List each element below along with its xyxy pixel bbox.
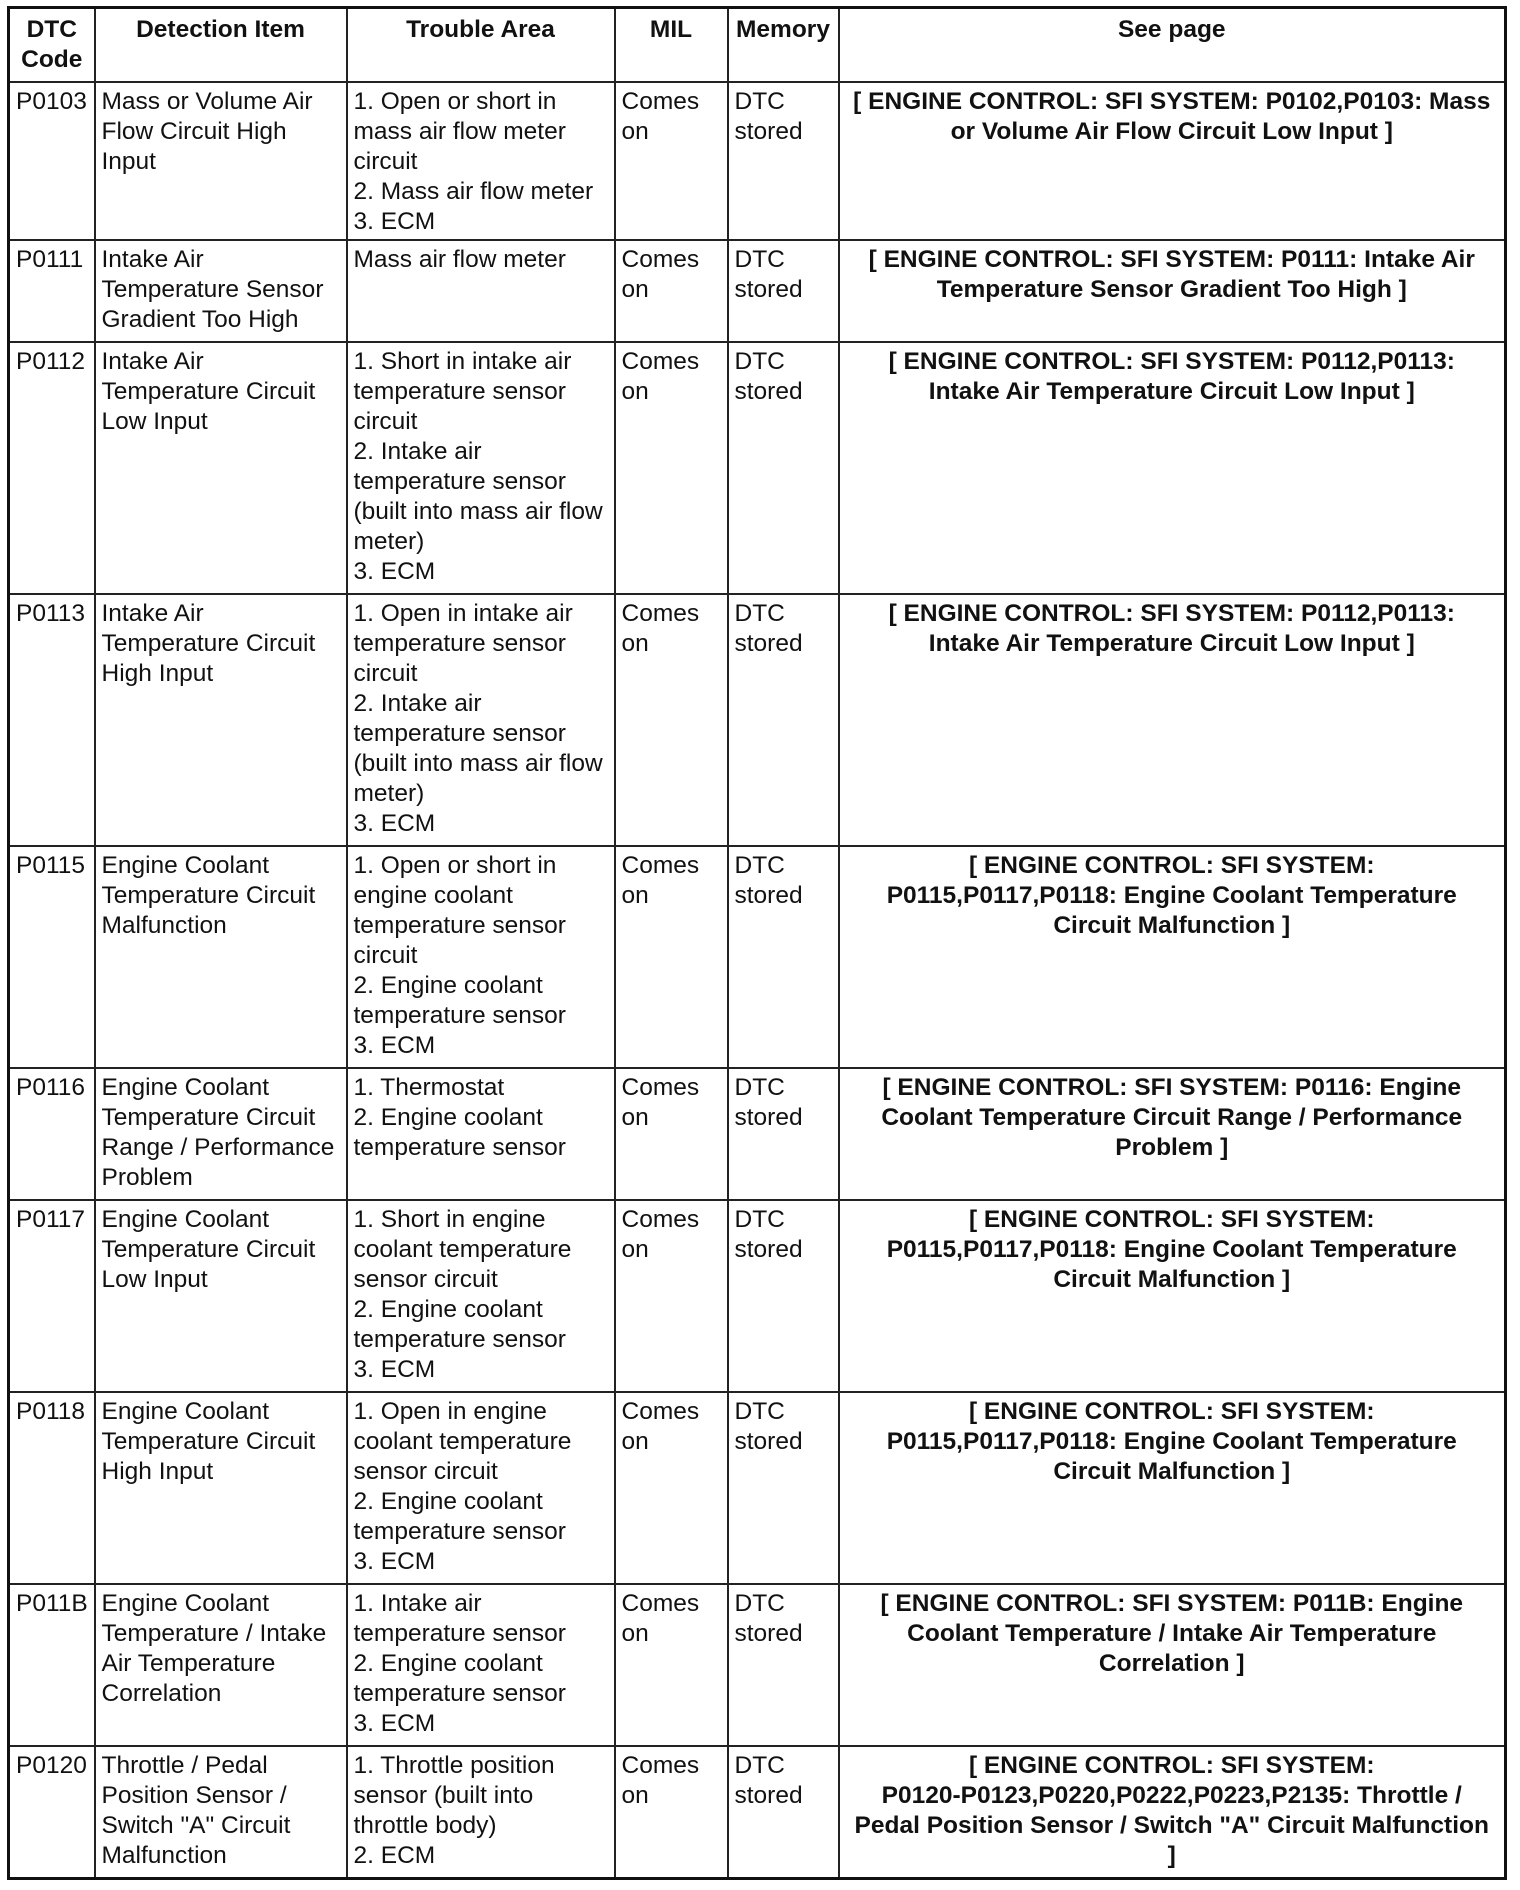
cell-trouble-area: 1. Intake air temperature sensor 2. Engine coolant temperature sensor 3. ECM: [347, 1584, 615, 1746]
cell-trouble-area: 1. Open or short in engine coolant temperature sensor circuit 2. Engine coolant temperature sensor 3. ECM: [347, 846, 615, 1068]
cell-see-page-link[interactable]: [ ENGINE CONTROL: SFI SYSTEM: P0120-P0123,P0220,P0222,P0223,P2135: Throttle / Pedal Position Sensor / Switch "A" Circuit Malfunction ]: [839, 1746, 1506, 1878]
cell-mil: Comes on: [615, 594, 728, 846]
cell-mil: Comes on: [615, 82, 728, 240]
dtc-table: [7, 6, 1507, 1880]
cell-trouble-area: 1. Short in intake air temperature sensor circuit 2. Intake air temperature sensor (built into mass air flow meter) 3. ECM: [347, 342, 615, 594]
cell-see-page-link[interactable]: [ ENGINE CONTROL: SFI SYSTEM: P0116: Engine Coolant Temperature Circuit Range / Performance Problem ]: [839, 1068, 1506, 1200]
cell-memory: DTC stored: [728, 1068, 839, 1200]
cell-mil: Comes on: [615, 846, 728, 1068]
cell-mil: Comes on: [615, 1068, 728, 1200]
cell-dtc-code: P0103: [9, 82, 95, 240]
header-detection-item: Detection Item: [95, 8, 347, 83]
cell-see-page-link[interactable]: [ ENGINE CONTROL: SFI SYSTEM: P0115,P0117,P0118: Engine Coolant Temperature Circuit Malfunction ]: [839, 1392, 1506, 1584]
cell-dtc-code: P011B: [9, 1584, 95, 1746]
cell-dtc-code: P0116: [9, 1068, 95, 1200]
cell-see-page-link[interactable]: [ ENGINE CONTROL: SFI SYSTEM: P0111: Intake Air Temperature Sensor Gradient Too High ]: [839, 240, 1506, 342]
cell-memory: DTC stored: [728, 594, 839, 846]
cell-trouble-area: 1. Short in engine coolant temperature sensor circuit 2. Engine coolant temperature sensor 3. ECM: [347, 1200, 615, 1392]
cell-mil: Comes on: [615, 1746, 728, 1878]
table-row: [9, 1746, 1506, 1878]
table-row: [9, 82, 1506, 240]
cell-mil: Comes on: [615, 342, 728, 594]
header-mil: MIL: [615, 8, 728, 83]
dtc-table-container: [7, 6, 1504, 1880]
cell-detection-item: Throttle / Pedal Position Sensor / Switch "A" Circuit Malfunction: [95, 1746, 347, 1878]
cell-trouble-area: 1. Open in intake air temperature sensor circuit 2. Intake air temperature sensor (built into mass air flow meter) 3. ECM: [347, 594, 615, 846]
cell-memory: DTC stored: [728, 1392, 839, 1584]
cell-mil: Comes on: [615, 1200, 728, 1392]
table-row: [9, 342, 1506, 594]
cell-trouble-area: 1. Thermostat 2. Engine coolant temperature sensor: [347, 1068, 615, 1200]
cell-dtc-code: P0120: [9, 1746, 95, 1878]
cell-trouble-area: 1. Throttle position sensor (built into throttle body) 2. ECM: [347, 1746, 615, 1878]
table-row: [9, 1584, 1506, 1746]
table-row: [9, 1068, 1506, 1200]
header-trouble-area: Trouble Area: [347, 8, 615, 83]
table-row: [9, 594, 1506, 846]
cell-dtc-code: P0113: [9, 594, 95, 846]
table-row: [9, 846, 1506, 1068]
cell-trouble-area: 1. Open in engine coolant temperature sensor circuit 2. Engine coolant temperature sensor 3. ECM: [347, 1392, 615, 1584]
cell-memory: DTC stored: [728, 1200, 839, 1392]
cell-see-page-link[interactable]: [ ENGINE CONTROL: SFI SYSTEM: P0112,P0113: Intake Air Temperature Circuit Low Input ]: [839, 342, 1506, 594]
header-dtc-code: DTC Code: [9, 8, 95, 83]
header-see-page: See page: [839, 8, 1506, 83]
cell-dtc-code: P0118: [9, 1392, 95, 1584]
cell-detection-item: Mass or Volume Air Flow Circuit High Input: [95, 82, 347, 240]
cell-memory: DTC stored: [728, 240, 839, 342]
table-header-row: [9, 8, 1506, 83]
table-row: [9, 1200, 1506, 1392]
cell-memory: DTC stored: [728, 82, 839, 240]
cell-mil: Comes on: [615, 1584, 728, 1746]
cell-see-page-link[interactable]: [ ENGINE CONTROL: SFI SYSTEM: P0112,P0113: Intake Air Temperature Circuit Low Input ]: [839, 594, 1506, 846]
cell-see-page-link[interactable]: [ ENGINE CONTROL: SFI SYSTEM: P0102,P0103: Mass or Volume Air Flow Circuit Low Input ]: [839, 82, 1506, 240]
cell-detection-item: Engine Coolant Temperature Circuit High Input: [95, 1392, 347, 1584]
cell-see-page-link[interactable]: [ ENGINE CONTROL: SFI SYSTEM: P0115,P0117,P0118: Engine Coolant Temperature Circuit Malfunction ]: [839, 1200, 1506, 1392]
cell-detection-item: Intake Air Temperature Circuit Low Input: [95, 342, 347, 594]
cell-trouble-area: Mass air flow meter: [347, 240, 615, 342]
cell-memory: DTC stored: [728, 1584, 839, 1746]
cell-memory: DTC stored: [728, 342, 839, 594]
cell-memory: DTC stored: [728, 1746, 839, 1878]
cell-mil: Comes on: [615, 1392, 728, 1584]
cell-memory: DTC stored: [728, 846, 839, 1068]
header-memory: Memory: [728, 8, 839, 83]
cell-detection-item: Intake Air Temperature Sensor Gradient Too High: [95, 240, 347, 342]
cell-dtc-code: P0117: [9, 1200, 95, 1392]
cell-trouble-area: 1. Open or short in mass air flow meter circuit 2. Mass air flow meter 3. ECM: [347, 82, 615, 240]
cell-mil: Comes on: [615, 240, 728, 342]
cell-detection-item: Engine Coolant Temperature Circuit Low Input: [95, 1200, 347, 1392]
cell-see-page-link[interactable]: [ ENGINE CONTROL: SFI SYSTEM: P011B: Engine Coolant Temperature / Intake Air Temperature Correlation ]: [839, 1584, 1506, 1746]
cell-detection-item: Engine Coolant Temperature Circuit Malfunction: [95, 846, 347, 1068]
table-row: [9, 1392, 1506, 1584]
cell-dtc-code: P0112: [9, 342, 95, 594]
cell-detection-item: Intake Air Temperature Circuit High Input: [95, 594, 347, 846]
cell-detection-item: Engine Coolant Temperature / Intake Air Temperature Correlation: [95, 1584, 347, 1746]
table-row: [9, 240, 1506, 342]
cell-dtc-code: P0115: [9, 846, 95, 1068]
cell-detection-item: Engine Coolant Temperature Circuit Range / Performance Problem: [95, 1068, 347, 1200]
cell-see-page-link[interactable]: [ ENGINE CONTROL: SFI SYSTEM: P0115,P0117,P0118: Engine Coolant Temperature Circuit Malfunction ]: [839, 846, 1506, 1068]
cell-dtc-code: P0111: [9, 240, 95, 342]
